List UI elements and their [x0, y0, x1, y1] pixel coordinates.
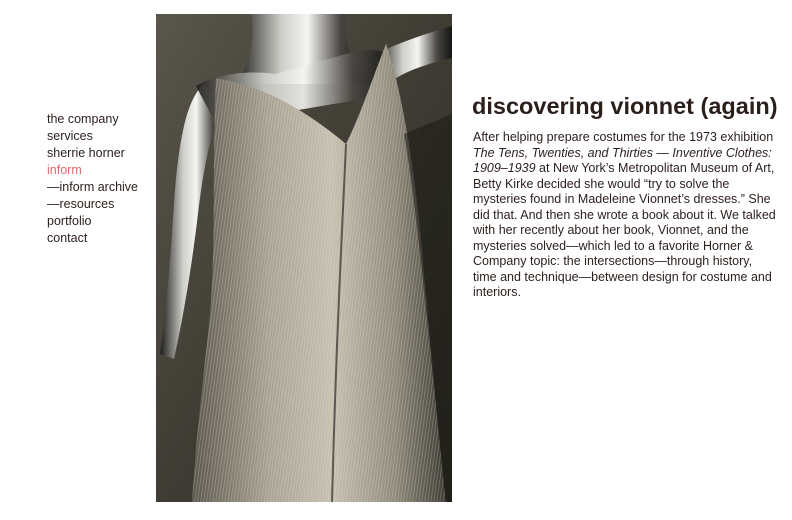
article-rest: at New York’s Metropolitan Museum of Art, Betty Kirke decided she would “try to solve the mysteries found in Madeleine Vionnet’s dresses.” She did that. And then she wrote a book about it. We talked with her recently about her book, Vionnet, and the mysteries solved—which led to a favorite Horner & Company topic: the intersections—through history, time and technique—between design for costume and interiors. — [473, 161, 776, 299]
nav-item-portfolio[interactable]: portfolio — [47, 214, 92, 228]
nav-item-contact[interactable]: contact — [47, 231, 88, 245]
nav-item-sherrie-horner[interactable]: sherrie horner — [47, 146, 125, 160]
nav-item-resources[interactable]: —resources — [47, 197, 115, 211]
dress-photo — [156, 14, 452, 502]
nav-item-the-company[interactable]: the company — [47, 112, 119, 126]
nav-item-inform-archive[interactable]: —inform archive — [47, 180, 138, 194]
article-title: discovering vionnet (again) — [472, 93, 778, 119]
article-body — [473, 130, 778, 301]
exhibition-title: The Tens, Twenties, and Thirties — Inventive Clothes: 1909–1939 — [473, 145, 772, 175]
dress-illustration — [156, 14, 452, 502]
nav-item-inform[interactable]: inform — [47, 163, 82, 177]
article-intro: After helping prepare costumes for the 1973 exhibition — [473, 130, 774, 144]
main-nav — [47, 111, 138, 247]
nav-item-services[interactable]: services — [47, 129, 93, 143]
